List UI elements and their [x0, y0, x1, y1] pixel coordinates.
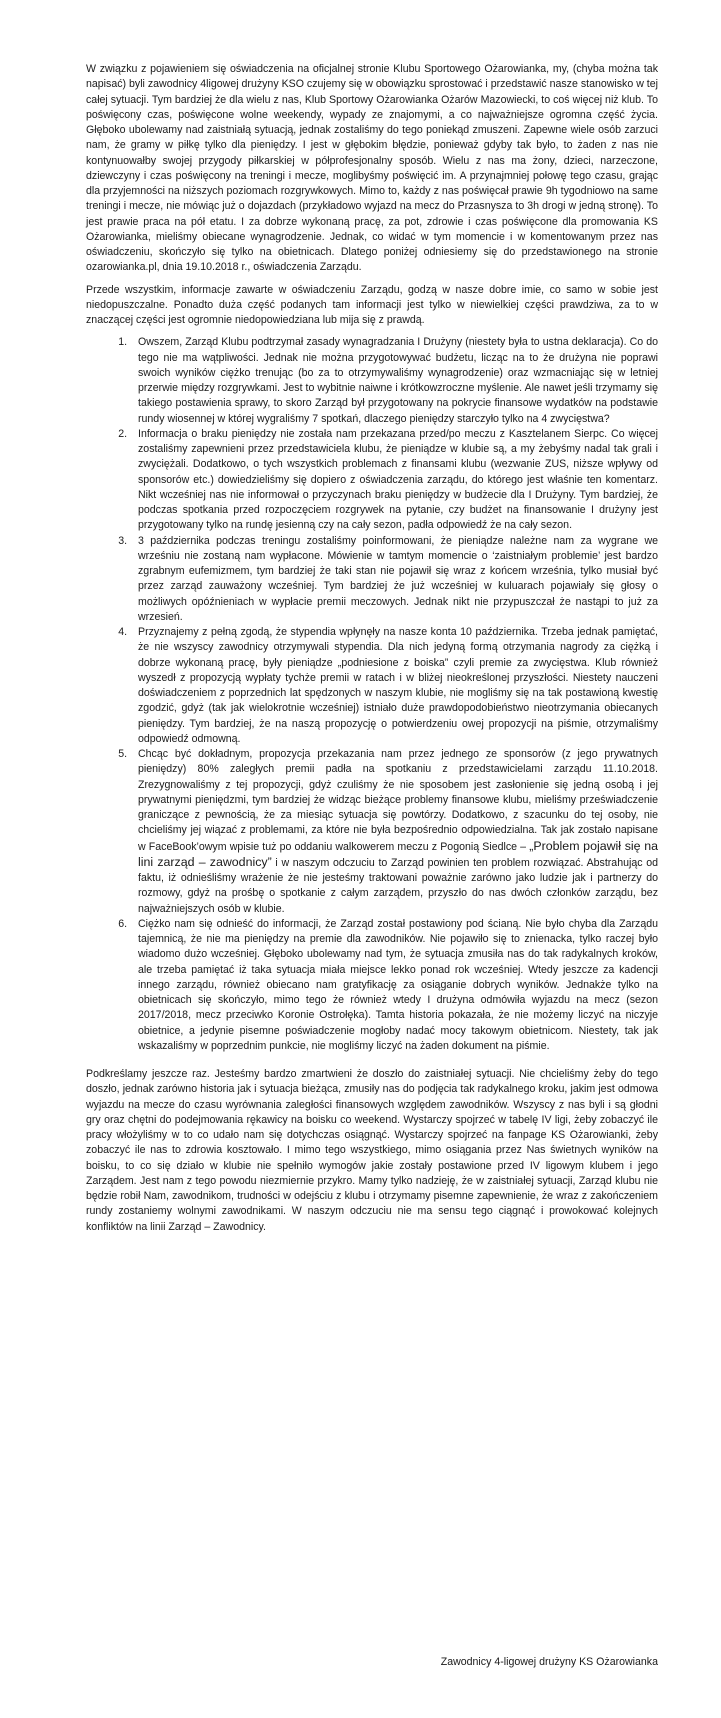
point-5-text-before: Chcąc być dokładnym, propozycja przekazania nam przez jednego ze sponsorów (z jego prywatnych pieniędzy) 80% zaległych premii padła na spotkaniu z przedstawicielami zarządu 11.10.2018. Zrezygnowaliśmy z tej propozycji, gdyż czuliśmy że nie sposobem jest zasłonienie się jedną osobą i jej prywatnymi pieniędzmi, tym bardziej że widząc bieżące problemy finansowe klubu, mieliśmy przeświadczenie graniczące z pewnością, że za miesiąc sytuacja się powtórzy. Dodatkowo, z szacunku do tej osoby, nie chcieliśmy jej wiązać z problemami, za które nie była bezpośrednio odpowiedzialna. Tak jak zostało napisane w FaceBook’owym wpisie tuż po oddaniu walkowerem meczu z Pogonią Siedlce – — [138, 748, 658, 853]
point-4: 4. Przyznajemy z pełną zgodą, że stypendia wpłynęły na nasze konta 10 października. Trzeba jednak pamiętać, że nie wszyscy zawodnicy otrzymywali stypendia. Dla nich jedyną formą otrzymania nagrody za ciężką i dobrze wykonaną pracę, były pieniądze „podniesione z boiska” czyli premie za zwycięstwa. Klub również wyszedł z propozycją wypłaty tychże premii w ratach i w bliżej nieokreślonej przyszłości. Niestety nauczeni doświadczeniem z poprzednich lat spędzonych w naszym klubie, nie mogliśmy się na tak postawioną kwestię zgodzić, gdyż (tak jak wielokrotnie wcześniej) istniało duże prawdopodobieństwo nieotrzymania obiecanych pieniędzy. Tym bardziej, że na naszą propozycję o potwierdzeniu owej propozycji na piśmie, otrzymaliśmy odpowiedź odmowną. — [130, 625, 658, 747]
point-3: 3. 3 października podczas treningu zostaliśmy poinformowani, że pieniądze należne nam za wygrane we wrześniu nie zostaną nam wypłacone. Mówienie w tamtym momencie o ‘zaistniałym problemie’ jest bardzo zgrabnym eufemizmem, tym bardziej że taki stan nie pojawił się wraz z końcem września, tylko musiał być przez zarząd zauważony wcześniej. Tym bardziej że już wcześniej w kuluarach pojawiały się głosy o możliwych opóźnieniach w wypłacie premii meczowych. Jednak nikt nie przypuszczał że nastąpi to już za wrzesień. — [130, 534, 658, 626]
preface-paragraph: Przede wszystkim, informacje zawarte w oświadczeniu Zarządu, godzą w nasze dobre imie, co samo w sobie jest niedopuszczalne. Ponadto duża część podanych tam informacji jest tylko w niewielkiej części prawdziwa, za to w znaczącej części jest ogromnie niedopowiedziana lub mija się z prawdą. — [86, 283, 658, 326]
signature: Zawodnicy 4-ligowej drużyny KS Ożarowianka — [440, 1656, 658, 1668]
point-5-quote: „Problem pojawił się na lini zarząd – zawodnicy” — [138, 838, 658, 869]
point-6: 6. Ciężko nam się odnieść do informacji, że Zarząd został postawiony pod ścianą. Nie było chyba dla Zarządu tajemnicą, że nie ma pieniędzy na premie dla zawodników. Nie pojawiło się to znienacka, tylko raczej było wiadomo dużo wcześniej. Głęboko ubolewamy nad tym, że sytuacja zmusiła nas do tak radykalnych kroków, ale trzeba pamiętać iż taka sytuacja miała miejsce lekko ponad rok wcześniej. Wtedy jeszcze za kadencji innego zarządu, również obiecano nam gratyfikację za osiąganie dobrych wyników. Jednakże tylko na obietnicach się skończyło, mimo tego że również wtedy I drużyna odmówiła wyjazdu na mecz (sezon 2017/2018, mecz przeciwko Koronie Ostrołęka). Tamta historia pokazała, że nie możemy liczyć na niczyje obietnice, a jedynie pisemne poświadczenie mogłoby nadać mocy takowym obietnicom. Niestety, tak jak wskazaliśmy w poprzednim punkcie, nie mogliśmy liczyć na żaden dokument na piśmie. — [130, 917, 658, 1054]
point-1: 1. Owszem, Zarząd Klubu podtrzymał zasady wynagradzania I Drużyny (niestety była to ustna deklaracja). Co do tego nie ma wątpliwości. Jednak nie można przygotowywać budżetu, licząc na to że drużyna nie poprawi swoich wyników ciężko trenując (bo za to otrzymywaliśmy wynagrodzenie) oraz wzmacniając się w letniej przerwie między rozgrywkami. Jest to wybitnie naiwne i krótkowzroczne myślenie. Ale nawet jeśli trzymamy się takiego postawienia sprawy, to skoro Zarząd był przygotowany na pokrycie finansowe wydatków na podstawie rundy wiosennej w której wygraliśmy 7 spotkań, dlaczego pieniędzy starczyło tylko na 4 zwycięstwa? — [130, 335, 658, 427]
intro-paragraph: W związku z pojawieniem się oświadczenia na oficjalnej stronie Klubu Sportowego Ożarowianka, my, (chyba można tak napisać) byli zawodnicy 4ligowej drużyny KSO czujemy się w obowiązku sprostować i przedstawić nasze stanowisko w tej całej sytuacji. Tym bardziej że dla wielu z nas, Klub Sportowy Ożarowianka Ożarów Mazowiecki, to coś więcej niż klub. To poświęcony czas, poświęcone wolne weekendy, wypady ze znajomymi, a co najważniejsze ogromna część życia. Głęboko ubolewamy nad zaistniałą sytuacją, jednak zostaliśmy do tego poniekąd zmuszeni. Zapewne wiele osób zarzuci nam, że gramy w piłkę tylko dla pieniędzy. I jest w głębokim błędzie, ponieważ gdyby tak było, to żaden z nas nie kontynuowałby swojej przygody piłkarskiej w półprofesjonalny sposób. Wielu z nas ma żony, dzieci, narzeczone, dziewczyny i czas poświęcony na treningi i mecze, moglibyśmy poświęcić im. A przynajmniej połowę tego czasu, grając dla przyjemności na niższych poziomach rozgrywkowych. Mimo to, każdy z nas poświęcał prawie 9h tygodniowo na same treningi i mecze, nie mówiąc już o dojazdach (przykładowo wyjazd na mecz do Przasnysza to 3h drogi w jedną stronę). To jest prawie praca na pół etatu. I za dobrze wykonaną pracę, za pot, zdrowie i czas poświęcone dla promowania KS Ożarowianka, mieliśmy obiecane wynagrodzenie. Jednak, co widać w tym momencie i w komentowanym przez nas oświadczeniu, skończyło się tylko na obietnicach. Dlatego poniżej odniesiemy się do przedstawionego na stronie ozarowianka.pl, dnia 19.10.2018 r., oświadczenia Zarządu. — [86, 63, 658, 274]
point-5-text-after: i w naszym odczuciu to Zarząd powinien ten problem rozwiązać. Abstrahując od faktu, iż odnieśliśmy wrażenie że nie jesteśmy traktowani poważnie zarówno jako ludzie jak i partnerzy do rozmowy, gdyż na prośbę o spotkanie z całym zarządem, przyszło do nas dwóch członków zarządu, bez najważniejszych osób w klubie. — [138, 856, 658, 915]
point-5 — [130, 747, 658, 917]
point-2: 2. Informacja o braku pieniędzy nie została nam przekazana przed/po meczu z Kasztelanem Sierpc. Co więcej zostaliśmy zapewnieni przez przedstawiciela klubu, że pieniądze w klubie są, a my żebyśmy nadal tak grali i zwyciężali. Dodatkowo, o tych wszystkich problemach z finansami klubu (wezwanie ZUS, niższe wpływy od sponsorów etc.) dowiedzieliśmy się dopiero z oświadczenia zarządu, do którego jest właśnie ten komentarz. Nikt wcześniej nas nie informował o przyczynach braku pieniędzy w budżecie dla I Drużyny. Tym bardziej, że podczas spotkania przed rozpoczęciem rozgrywek na pytanie, czy budżet na finansowanie I drużyny jest przygotowany tylko na rundę jesienną czy na cały sezon, padła odpowiedź że na cały sezon. — [130, 427, 658, 534]
numbered-points-list — [86, 335, 658, 1054]
closing-paragraph: Podkreślamy jeszcze raz. Jesteśmy bardzo zmartwieni że doszło do zaistniałej sytuacji. Nie chcieliśmy żeby do tego doszło, jednak zarówno historia jak i sytuacja bieżąca, zmusiły nas do podjęcia tak radykalnego kroku, jakim jest odmowa wyjazdu na mecze do czasu wyrównania zaległości finansowych względem zawodników. Wszyscy z nas byli i są głodni gry oraz chętni do podejmowania rękawicy na boisku co weekend. Wystarczy spojrzeć w tabelę IV ligi, żeby zobaczyć ile pracy włożyliśmy w to co udało nam się dotychczas osiągnąć. Wystarczy spojrzeć na fanpage KS Ożarowianki, żeby zobaczyć ile nas to zdrowia kosztowało. I mimo tego wszystkiego, mimo osiągania przez Nas świetnych wyników na boisku, to co się działo w klubie nie spełniło wymogów jakie zostały postawione przed IV ligowym klubem i jego Zarządem. Jest nam z tego powodu niezmiernie przykro. Mamy tylko nadzieję, że w zaistniałej sytuacji, Zarząd klubu nie będzie robił Nam, zawodnikom, trudności w odejściu z klubu i otrzymamy pisemne zapewnienie, że wraz z zakończeniem rundy zostaniemy wolnymi zawodnikami. W naszym odczuciu nie ma sensu tego ciągnąć i prowokować kolejnych konfliktów na linii Zarząd – Zawodnicy. — [86, 1068, 658, 1233]
